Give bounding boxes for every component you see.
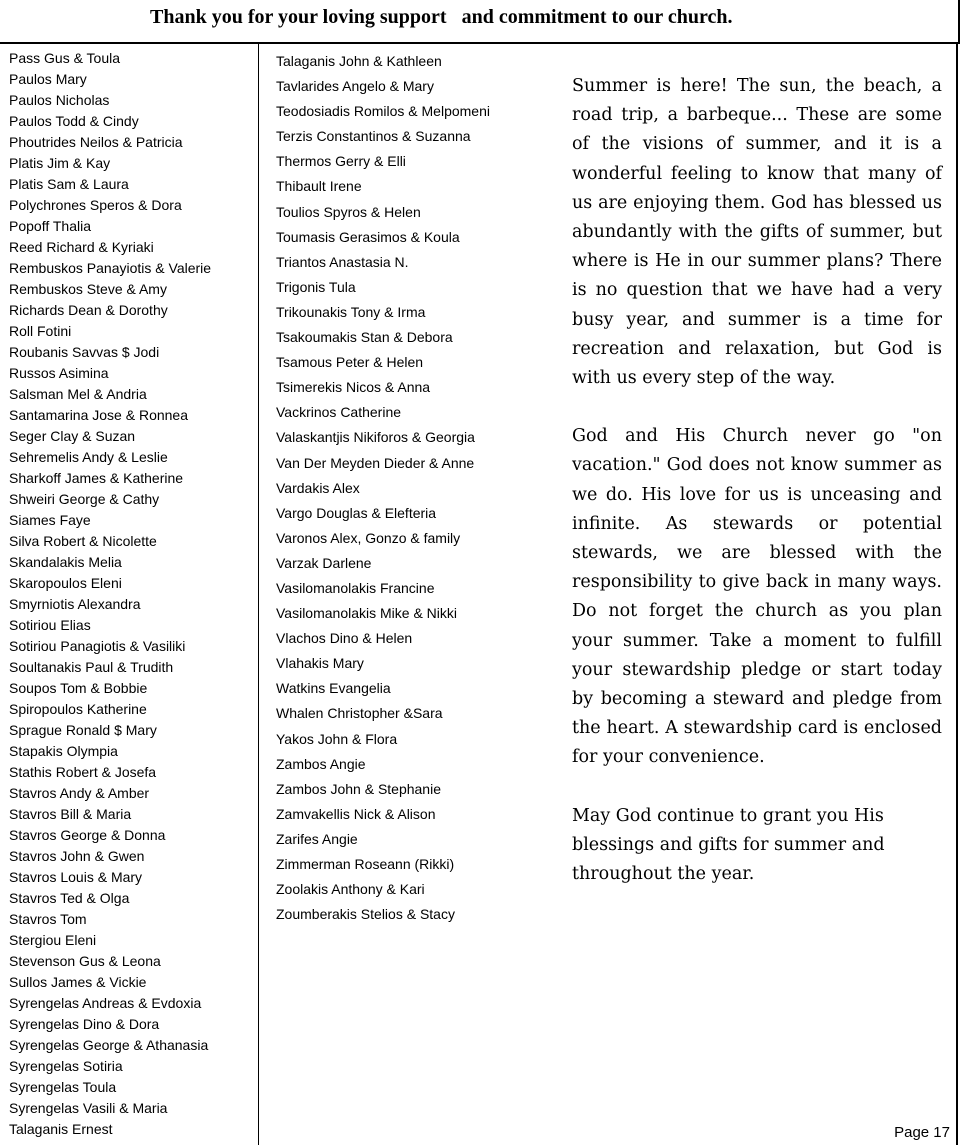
donor-name: Tsakoumakis Stan & Debora: [276, 329, 453, 346]
donor-name: Stavros Ted & Olga: [9, 890, 130, 906]
donor-name: Rembuskos Steve & Amy: [9, 281, 167, 297]
donor-name: Siames Faye: [9, 512, 91, 528]
donor-name: Zamvakellis Nick & Alison: [276, 805, 436, 822]
donor-name: Platis Jim & Kay: [9, 155, 111, 171]
donor-name: Vackrinos Catherine: [276, 404, 402, 421]
donor-name: Yakos John & Flora: [276, 730, 398, 747]
donor-name: Paulos Todd & Cindy: [9, 113, 139, 129]
donor-name: Syrengelas Toula: [9, 1079, 117, 1095]
donor-name: Thibault Irene: [276, 178, 362, 195]
article-paragraph-1: Summer is here! The sun, the beach, a road trip, a barbeque... These are some of the visions of summer, and it is a wonderful feeling to know that many of us are enjoying them. God has blessed us abundantly with the gifts of summer, but where is He in our summer plans? There is no question that we have had a very busy year, and summer is a time for recreation and relaxation, but God is with us every step of the way.: [572, 76, 942, 389]
donor-name: Varonos Alex, Gonzo & family: [276, 529, 461, 546]
donor-name: Van Der Meyden Dieder & Anne: [276, 454, 475, 471]
donor-name: Roubanis Savvas $ Jodi: [9, 344, 160, 360]
donor-name: Paulos Nicholas: [9, 92, 110, 108]
donor-name: Sharkoff James & Katherine: [9, 470, 184, 486]
donor-name: Trigonis Tula: [276, 278, 356, 295]
donor-name: Russos Asimina: [9, 365, 109, 381]
donor-name: Santamarina Jose & Ronnea: [9, 407, 188, 423]
donor-name: Syrengelas Vasili & Maria: [9, 1100, 168, 1116]
donor-name: Seger Clay & Suzan: [9, 428, 136, 444]
header-title: Thank you for your loving support and commitment to our church.: [150, 6, 733, 28]
donor-name: Sotiriou Elias: [9, 617, 91, 633]
donor-name: Stavros George & Donna: [9, 827, 166, 843]
donor-name: Triantos Anastasia N.: [276, 253, 409, 270]
donor-name: Salsman Mel & Andria: [9, 386, 147, 402]
donor-name: Stavros Bill & Maria: [9, 806, 132, 822]
donor-list-left: [9, 49, 211, 1141]
donor-name: Toumasis Gerasimos & Koula: [276, 228, 460, 245]
donor-name: Vargo Douglas & Elefteria: [276, 504, 437, 521]
donor-name: Varzak Darlene: [276, 554, 372, 571]
donor-name: Stavros Andy & Amber: [9, 785, 150, 801]
donor-name: Sotiriou Panagiotis & Vasiliki: [9, 638, 186, 654]
donor-name: Vasilomanolakis Mike & Nikki: [276, 605, 458, 622]
donor-name: Zambos Angie: [276, 755, 366, 772]
donor-name: Thermos Gerry & Elli: [276, 153, 406, 170]
donor-column-left: [0, 44, 259, 1145]
donor-name: Polychrones Speros & Dora: [9, 197, 182, 213]
donor-name: Talaganis Ernest: [9, 1121, 113, 1137]
donor-name: Watkins Evangelia: [276, 680, 391, 697]
donor-name: Zarifes Angie: [276, 830, 358, 847]
donor-name: Platis Sam & Laura: [9, 176, 129, 192]
donor-name: Pass Gus & Toula: [9, 50, 121, 66]
donor-name: Sehremelis Andy & Leslie: [9, 449, 168, 465]
donor-name: Popoff Thalia: [9, 218, 91, 234]
donor-name: Stathis Robert & Josefa: [9, 764, 157, 780]
donor-name: Zoolakis Anthony & Kari: [276, 881, 425, 898]
donor-name: Shweiri George & Cathy: [9, 491, 160, 507]
article-paragraph-3: May God continue to grant you His blessings and gifts for summer and throughout the year.: [572, 805, 885, 885]
donor-name: Tsimerekis Nicos & Anna: [276, 379, 431, 396]
donor-name: Reed Richard & Kyriaki: [9, 239, 154, 255]
donor-list-middle: [276, 52, 490, 930]
donor-name: Terzis Constantinos & Suzanna: [276, 128, 471, 145]
donor-name: Syrengelas Andreas & Evdoxia: [9, 995, 202, 1011]
donor-name: Roll Fotini: [9, 323, 72, 339]
donor-name: Tavlarides Angelo & Mary: [276, 78, 434, 95]
donor-name: Tsamous Peter & Helen: [276, 354, 424, 371]
donor-name: Whalen Christopher &Sara: [276, 705, 443, 722]
donor-name: Soultanakis Paul & Trudith: [9, 659, 174, 675]
donor-name: Stavros Louis & Mary: [9, 869, 143, 885]
donor-name: Vardakis Alex: [276, 479, 360, 496]
donor-name: Skaropoulos Eleni: [9, 575, 122, 591]
donor-name: Vlahakis Mary: [276, 655, 364, 672]
donor-name: Teodosiadis Romilos & Melpomeni: [276, 103, 490, 120]
page-number: Page 17: [894, 1124, 950, 1141]
donor-name: Syrengelas Dino & Dora: [9, 1016, 160, 1032]
donor-name: Skandalakis Melia: [9, 554, 122, 570]
donor-name: Vasilomanolakis Francine: [276, 579, 435, 596]
donor-name: Zoumberakis Stelios & Stacy: [276, 906, 455, 923]
donor-name: Syrengelas George & Athanasia: [9, 1037, 209, 1053]
donor-name: Soupos Tom & Bobbie: [9, 680, 148, 696]
donor-name: Valaskantjis Nikiforos & Georgia: [276, 429, 475, 446]
donor-name: Stavros Tom: [9, 911, 87, 927]
donor-name: Zambos John & Stephanie: [276, 780, 441, 797]
donor-name: Paulos Mary: [9, 71, 87, 87]
article-paragraph-2: God and His Church never go "on vacation." God does not know summer as we do. His love for us is unceasing and infinite. As stewards or potential stewards, we are blessed with the responsibility to give back in many ways. Do not forget the church as you plan your summer. Take a moment to fulfill your stewardship pledge or start today by becoming a steward and pledge from the heart. A stewardship card is enclosed for your convenience.: [572, 426, 942, 768]
donor-name: Spiropoulos Katherine: [9, 701, 147, 717]
donor-name: Sullos James & Vickie: [9, 974, 147, 990]
donor-name: Vlachos Dino & Helen: [276, 630, 413, 647]
donor-name: Silva Robert & Nicolette: [9, 533, 157, 549]
page-header: [0, 0, 960, 44]
donor-name: Stavros John & Gwen: [9, 848, 145, 864]
donor-name: Talaganis John & Kathleen: [276, 53, 442, 69]
donor-name: Zimmerman Roseann (Rikki): [276, 856, 455, 872]
stewardship-article: [572, 72, 942, 918]
page-right-border: [956, 44, 958, 1145]
donor-name: Richards Dean & Dorothy: [9, 302, 168, 318]
donor-name: Trikounakis Tony & Irma: [276, 303, 426, 320]
donor-name: Smyrniotis Alexandra: [9, 596, 141, 612]
donor-name: Phoutrides Neilos & Patricia: [9, 134, 183, 150]
donor-name: Syrengelas Sotiria: [9, 1058, 123, 1074]
donor-name: Sprague Ronald $ Mary: [9, 722, 157, 738]
donor-name: Rembuskos Panayiotis & Valerie: [9, 260, 212, 276]
donor-name: Stapakis Olympia: [9, 743, 118, 759]
donor-name: Stergiou Eleni: [9, 932, 97, 948]
donor-name: Toulios Spyros & Helen: [276, 203, 421, 220]
donor-name: Stevenson Gus & Leona: [9, 953, 161, 969]
